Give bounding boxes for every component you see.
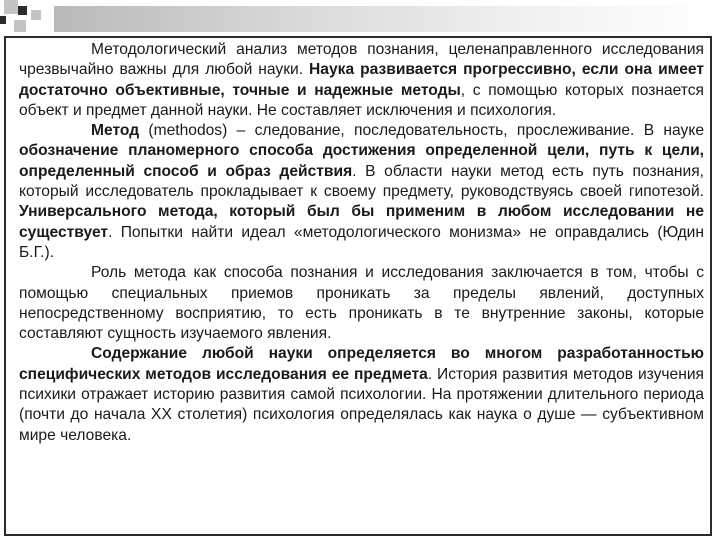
decor-square <box>14 20 26 32</box>
text-run: . История развития методов изучения психики отражает историю развития самой психологии. На протяжении длительного периода (почти до начала XX столетия) психология определялась как наука о душе — субъективном мире человека. <box>19 365 704 444</box>
text-run-bold: Наука развивается прогрессивно, если она имеет достаточно объективные, точные и надежные методы <box>19 61 704 99</box>
paragraph <box>19 344 704 445</box>
text-run-bold: Содержание любой науки определяется во многом разработанностью специфических методов исследования ее предмета <box>19 345 704 383</box>
decor-square <box>18 6 27 15</box>
text-run: . В области науки метод есть путь познания, который исследователь прокладывает к своему предмету, руководствуясь своей гипотезой. <box>19 162 704 201</box>
paragraph <box>19 121 704 263</box>
header-decoration <box>0 0 720 36</box>
decor-square <box>4 0 18 14</box>
text-run: Методологический анализ методов познания, целенаправленного исследования чрезвычайно важны для любой науки. <box>19 41 704 79</box>
text-run: . Попытки найти идеал «методологического монизма» не оправдались (Юдин Б.Г.). <box>19 223 704 261</box>
text-run-bold: Метод <box>91 122 140 140</box>
paragraph <box>19 263 704 344</box>
header-gradient-band <box>54 6 720 32</box>
text-run-bold: Универсального метода, который был бы применим в любом исследовании не существует <box>19 203 704 241</box>
decor-square <box>0 16 6 24</box>
text-run: Роль метода как способа познания и исследования заключается в том, чтобы с помощью специальных приемов проникать за пределы явлений, доступных непосредственному восприятию, то есть проникать в те внутренние законы, которые составляют сущность изучаемого явления. <box>19 264 704 343</box>
decor-square <box>31 10 41 20</box>
text-run: (methodos) – следование, последовательность, прослеживание. В науке <box>139 122 704 140</box>
text-run: , с помощью которых познается объект и предмет данной науки. Не составляет исключения и психология. <box>19 81 705 119</box>
document-body <box>19 40 704 446</box>
paragraph <box>19 40 704 121</box>
text-run-bold: обозначение планомерного способа достижения определенной цели, путь к цели, определенный способ и образ действия <box>19 142 704 180</box>
